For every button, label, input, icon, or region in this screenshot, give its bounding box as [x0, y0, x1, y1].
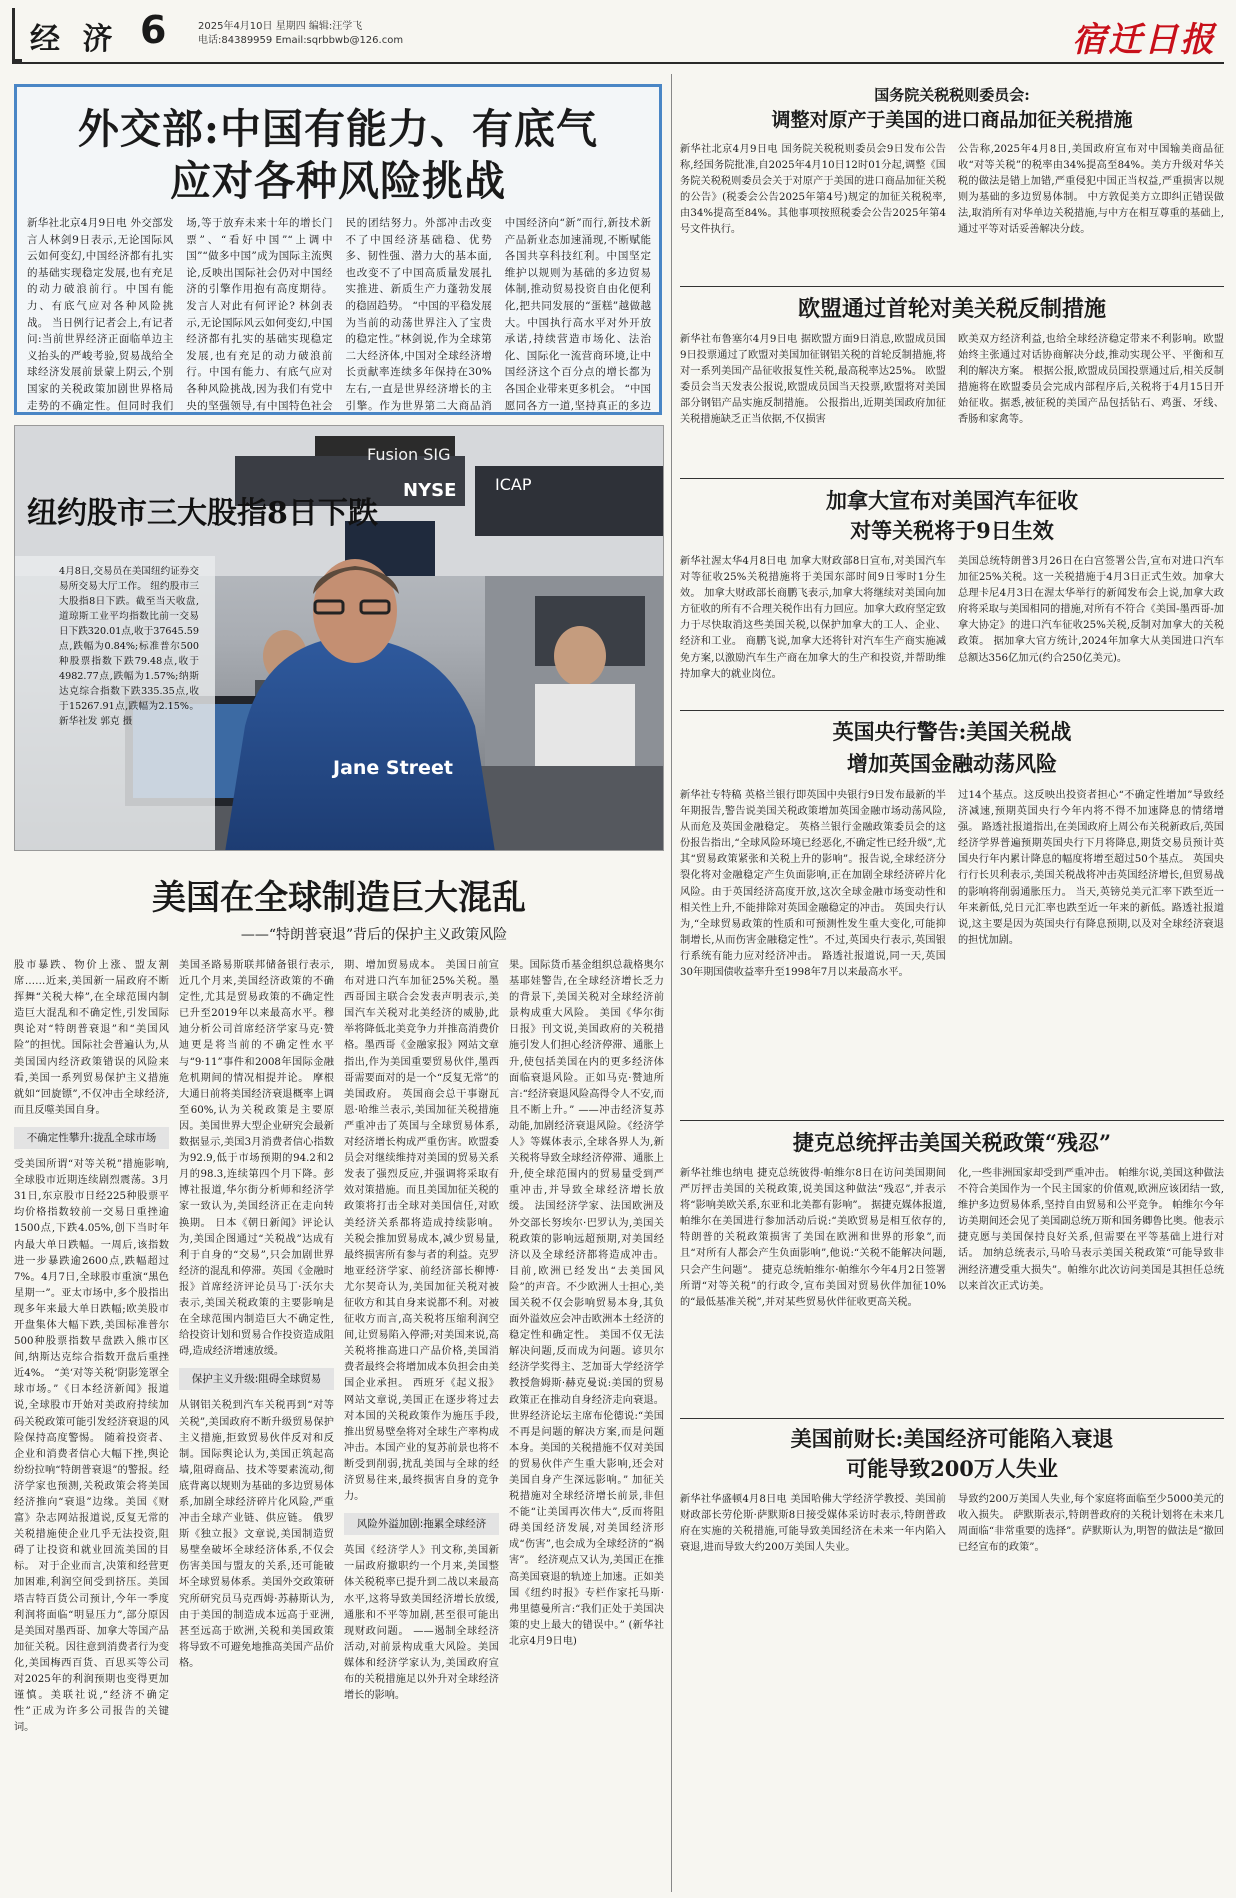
story4-headline-line1: 英国央行警告:美国关税战	[832, 719, 1072, 744]
newspaper-logo: 宿迁日报	[1072, 20, 1216, 60]
feature-subhead-1: 不确定性攀升:拢乱全球市场	[14, 1127, 169, 1149]
story6-headline-line1: 美国前财长:美国经济可能陷入衰退	[790, 1426, 1114, 1451]
story6-col-2: 导致约200万美国人失业,每个家庭将面临至少5000美元的收入损失。 萨默斯表示,特朗普政府的关税计划将在未来几周面临“非常重要的选择”。萨默斯认为,明智的做法是“撤回已经宣布的政策”。	[958, 1494, 1224, 1554]
story5-body	[680, 1166, 1224, 1416]
masthead-meta	[198, 20, 403, 48]
feature-col1-body: 受美国所谓“对等关税”措施影响,全球股市近期连续剧烈震荡。3月31日,东京股市日经225种股票平均价格指数较前一交易日重挫逾1500点,下跌4.05%,创下当时年内最大单日跌幅。一周后,该指数进一步暴跌逾2600点,跌幅超过7%。4月7日,全球股市重演“黑色星期一”。亚太市场中,多个股指出现多年来最大单日跌幅;欧美股市开盘集体大幅下跌,美国标准普尔500种股票指数早盘跌入熊市区间,纳斯达克综合指数开盘后重挫近4%。 “美‘对等关税’阴影笼罩全球市场。”《日本经济新闻》报道说,全球股市开始对美政府持续加码关税政策可能引发经济衰退的风险保持高度警惕。 随着投资者、企业和消费者信心大幅下挫,舆论纷纷拉响“特朗普衰退”的警报。经济学家也预测,关税政策会将美国经济推向“衰退”边缘。美国《财富》杂志网站报道说,反复无常的关税措施使企业几乎无法投资,阻碍了让投资和就业回流美国的目标。 对于企业而言,决策和经营更加困难,利润空间受到挤压。美国塔吉特百货公司预计,今年一季度利润将面临“明显压力”,部分原因是美国对墨西哥、加拿大等国产品加征关税。因往意到消费者行为变化,美国梅西百货、百思买等公司对2025年的利润预期也变得更加谨慎。美联社说,“经济不确定性”正成为许多公司报告的关键词。	[14, 1159, 169, 1734]
story3-headline-line2: 对等关税将于9日生效	[850, 518, 1054, 543]
feature-col2-body: 美国圣路易斯联邦储备银行表示,近几个月来,美国经济政策的不确定性,尤其是贸易政策的不确定性已升至2019年以来最高水平。穆迪分析公司首席经济学家马克·赞迪更是将当前的不确定性水平与“9·11”事件和2008年国际金融危机期间的情况相提并论。 摩根大通日前将美国经济衰退概率上调至60%,认为关税政策是主要原因。美国世界大型企业研究会最新数据显示,美国3月消费者信心指数为92.9,低于市场预期的94.2和2月的98.3,连续第四个月下降。彭博社报道,华尔街分析师和经济学家一致认为,美国经济正在走向转换期。 日本《朝日新闻》评论认为,美国企图通过“关税战”达成有利于自身的“交易”,只会加剧世界经济的混乱和停滞。英国《金融时报》首席经济评论员马丁·沃尔夫表示,美国关税政策的主要影响是在全球范围内制造巨大不确定性,给投资计划和贸易合作投资造成阻碍,造成经济增速放缓。	[179, 960, 334, 1358]
sign-icap: ICAP	[495, 475, 532, 494]
story-eu-countermeasures	[680, 292, 1224, 467]
story-divider	[680, 286, 1224, 287]
story5-col-1: 新华社维也纳电 捷克总统彼得·帕维尔8日在访问美国期间严厉抨击美国的关税政策,说美国这种做法“残忍”,并表示将“影响美欧关系,东亚和北美都有影响”。 据捷克媒体报道,帕维尔在美国进行参加活动后说:“美欧贸易是相互依存的,特朗普的关税政策损害了美国在欧洲和世界的形象”,而且“对所有人都会产生负面影响”,他说:“关税不能解决问题,只会产生问题”。 捷克总统帕维尔·帕维尔今年4月2日签署所谓“对等关税”的行政令,宣布美国对贸易伙伴加征10%的“最低基准关税”,并对某些贸易伙伴征收更高关税。	[680, 1168, 946, 1308]
lead-headline-line1: 外交部:中国有能力、有底气	[77, 105, 599, 153]
sign-nyse: NYSE	[403, 480, 457, 501]
story3-col-2: 美国总统特朗普3月26日在白宫签署公告,宣布对进口汽车加征25%关税。这一关税措施于4月3日正式生效。加拿大总理卡尼4月3日在渥太华举行的新闻发布会上说,加拿大政府将采取与美国相同的措施,对所有不符合《美国-墨西哥-加拿大协定》的进口汽车征收25%关税,反制对加拿大的关税政策。 据加拿大官方统计,2024年加拿大从美国进口汽车总额达356亿加元(约合250亿美元)。	[958, 556, 1224, 664]
story6-headline-line2: 可能导致200万人失业	[846, 1456, 1058, 1481]
sign-fusion: Fusion SIG	[367, 445, 451, 464]
feature-col-4: 果。国际货币基金组织总裁格奥尔基耶娃警告,在全球经济增长乏力的背景下,美国关税对全球经济前景构成重大风险。 美国《华尔街日报》刊文说,美国政府的关税措施引发人们担心经济停滞、通胀上升,使包括美国在内的更多经济体面临衰退风险。正如马克·赞迪所言:“经济衰退风险高得令人不安,而且不断上升。” ——冲击经济复苏动能,加剧经济衰退风险。《经济学人》等媒体表示,全球各界人为,新关税将导致全球经济停滞、通胀上升,使全球范围内的贸易量受到严重冲击,并导致全球经济增长放缓。 法国经济学家、法国欧洲及外交部长努埃尔·巴罗认为,美国关税政策的影响远超预期,对美国经济以及全球经济都将造成冲击。 目前,欧洲已经发出“去美国风险”的声音。不少欧洲人士担心,美国关税不仅会影响贸易本身,其负面外溢效应会冲击欧洲本土经济的稳定性和确定性。 美国不仅无法解决问题,反而成为问题。谚贝尔经济学奖得主、芝加哥大学经济学教授詹姆斯·赫克曼说:美国的贸易政策正在推动自身经济走向衰退。世界经济论坛主席布伦德说:“美国不再是问题的解决方案,而是问题本身。美国的关税措施不仅对美国的贸易伙伴产生重大影响,还会对美国自身产生深远影响。” 加征关税措施对全球经济增长前景,非但不能“让美国再次伟大”,反而将阻碍美国经济发展,对美国经济形成“伤害”,也会成为全球经济的“祸害”。 经济观点又认为,美国正在推高美国衰退的轨迹上加速。正如美国《纽约时报》专栏作家托马斯·弗里德曼所言:“我们正处于美国决策的史上最大的错误中。” (新华社北京4月9日电)	[509, 960, 664, 1647]
story2-col-2: 欧美双方经济利益,也给全球经济稳定带来不利影响。欧盟始终主张通过对话协商解决分歧,推动实现公平、平衡和互利的解决方案。 根据公报,欧盟成员国投票通过后,相关反制措施将在欧盟委员会完成内部程序后,关税将于4月15日开始征收。据悉,被征税的美国产品包括钻石、鸡蛋、牙线、香肠和家禽等。	[958, 334, 1224, 426]
story-czech-president	[680, 1126, 1224, 1416]
story1-col-1: 新华社北京4月9日电 国务院关税税则委员会9日发布公告称,经国务院批准,自2025年4月10日12时01分起,调整《国务院关税税则委员会关于对原产于美国的进口商品加征关税的公告》(税委会公告2025年第4号)规定的加征关税税率,由34%提高至84%。其他事项按照税委会公告2025年第4号文件执行。	[680, 144, 946, 236]
story-divider	[680, 710, 1224, 711]
story-divider	[680, 1120, 1224, 1121]
story4-col-2: 过14个基点。这反映出投资者担心“不确定性增加”导致经济减速,预期英国央行今年内将不得不加速降息的情绪增强。 路透社报道指出,在美国政府上周公布关税新政后,英国经济学界普遍预期英国央行下月将降息,期货交易员预计英国央行年内累计降息的幅度将增至超过50个基点。 英国央行行长贝利表示,美国关税战将冲击英国经济增长,但贸易战的影响将削弱通胀压力。 当天,英镑兑美元汇率下跌至近一年来新低,兑日元汇率也跌至近一年来的新低。路透社报道说,这主要是因为英国央行有降息预期,以及对全球经济衰退的担忧加剧。	[958, 790, 1224, 946]
story3-body	[680, 554, 1224, 694]
masthead	[12, 8, 1224, 64]
story2-headline: 欧盟通过首轮对美关税反制措施	[797, 296, 1106, 322]
story5-col-2: 化,一些非洲国家却受到严重冲击。 帕维尔说,美国这种做法不符合美国作为一个民主国家的价值观,欧洲应该团结一致,维护多边贸易体系,坚持自由贸易和公平竞争。 帕维尔今年访美期间还会见了美国副总统万斯和国务卿鲁比奥。他表示捷克愿与美国保持良好关系,但需要在平等基础上进行对话。 加纳总统表示,马哈马表示美国关税政策“可能导致非洲经济遭受重大损失”。帕维尔此次访问美国是其担任总统以来首次正式访美。	[958, 1168, 1224, 1292]
story4-headline-line2: 增加英国金融动荡风险	[847, 751, 1057, 776]
lead-col-4: 中国经济向“新”而行,新技术新产品新业态加速涌现,不断赋能各国共享科技红利。中国坚定维护以规则为基础的多边贸易体制,推动贸易投资自由化便利化,把共同发展的“蛋糕”越做越大。中国执行高水平对外开放承诺,持续营造市场化、法治化、国际化一流营商环境,让中国经济这个百分点的增长都为各国企业带来更多机会。 “中国愿同各方一道,坚持真正的多边	[504, 217, 651, 411]
story4-col-1: 新华社专特稿 英格兰银行即英国中央银行9日发布最新的半年期报告,警告说美国关税政策增加英国金融市场动荡风险,从而危及英国金融稳定。 英格兰银行金融政策委员会的这份报告指出,“全球风险环境已经恶化,不确定性已经升级”,尤其“贸易政策紧张和关税上升的影响”。报告说,全球经济分裂化将对金融稳定产生负面影响,正在加剧全球经济碎片化风险。由于英国经济高度开放,这次全球金融市场变动性和相关性上升,不能排除对英国金融稳定的冲击。 英国央行认为,“全球贸易政策的性质和可预测性发生重大变化,可能抑制增长,从而伤害金融稳定性”。不过,英国央行表示,英国银行系统有能力应对经济冲击。 路透社报道说,同一天,英国30年期国债收益率升至1998年7月以来最高水平。	[680, 790, 946, 979]
feature-col3-body: 期、增加贸易成本。 美国日前宣布对进口汽车加征25%关税。墨西哥国主联合会发表声明表示,美国汽车关税对北美经济的威胁,此举将降低北美竞争力并推高消费价格。墨西哥《金融家报》网站文章指出,作为美国重要贸易伙伴,墨西哥需要面对的是一个“反复无常”的美国政府。 英国商会总干事谢瓦恩·哈维兰表示,美国加征关税措施严重冲击了英国与全球贸易体系,对经济增长构成严重伤害。欧盟委员会对继续维持对美国的贸易关系发表了强烈反应,并强调将采取有效对策措施。而且美国加征关税的政策将打击全球对美国信任,对欧美经济关系都将造成持续影响。 关税会推加贸易成本,减少贸易量,最终损害所有参与者的利益。克罗地亚经济学家、前经济部长柳博·尤尔契奇认为,美国加征关税对被征收方和其自身来说都不利。对被征收方而言,高关税将压缩利润空间,让贸易陷入停滞;对美国来说,高关税将推高进口产品价格,美国消费者最终会将增加成本负担会由美国企业承担。 西班牙《起义报》网站文章说,美国正在逐步将过去对本国的关税政策作为施压手段,推出贸易壁垒将对全球生产率构成冲击。本国产业的复苏前景也将不断受到削弱,扰乱美国与全球的经济贸易往来,最终损害自身的竞争力。	[344, 960, 499, 1503]
lead-col-3: 民的团结努力。外部冲击改变不了中国经济基础稳、优势多、韧性强、潜力大的基本面,也改变不了中国高质量发展扎实推进、新质生产力蓬勃发展的稳固趋势。 “中国的平稳发展为当前的动荡世界注入了宝贵的稳定性。”林剑说,作为全球第二大经济体,中国对全球经济增长贡献率连续多年保持在30%左右,一直是世界经济增长的主引擎。作为世界第二大商品消	[345, 217, 492, 411]
column-rule	[671, 74, 672, 1892]
feature-col2-body-b: 从钢铝关税到汽车关税再到“对等关税”,美国政府不断升级贸易保护主义措施,拒致贸易伙伴反对和反制。国际舆论认为,美国正筑起高墙,阻碍商品、技术等要素流动,彻底背离以规则为基础的多边贸易体系,加剧全球经济碎片化风险,严重冲击全球产业链、供应链。 俄罗斯《独立报》文章说,美国制造贸易壁垒破坏全球经济体系,不仅会伤害美国与盟友的关系,还可能破坏全球贸易体系。美国外交政策研究所研究员马克西姆·苏赫斯认为,由于美国的制造成本远高于亚洲,甚至远高于欧洲,关税和美国政策将导致不可避免地推高美国产品价格。	[179, 1400, 334, 1669]
story1-col-2: 公告称,2025年4月8日,美国政府宣布对中国输美商品征收“对等关税”的税率由34%提高至84%。美方升级对华关税的做法是错上加错,严重侵犯中国正当权益,严重损害以规则为基础的多边贸易体制。 中方敦促美方立即纠正错误做法,取消所有对华单边关税措施,与中方在相互尊重的基础上,通过平等对话妥善解决分歧。	[958, 144, 1224, 236]
story1-headline-line2: 调整对原产于美国的进口商品加征关税措施	[771, 109, 1133, 131]
story2-col-1: 新华社布鲁塞尔4月9日电 据欧盟方面9日消息,欧盟成员国9日投票通过了欧盟对美国加征钢铝关税的首轮反制措施,将对一系列美国产品征收报复性关税,最高税率达25%。 欧盟委员会当天发表公报说,欧盟成员国当天投票,欧盟将对美国部分钢铝产品实施反制措施。 公报指出,近期美国政府加征关税措施缺乏正当依据,不仅损害	[680, 334, 946, 426]
story-divider	[680, 478, 1224, 479]
lead-col-1: 新华社北京4月9日电 外交部发言人林剑9日表示,无论国际风云如何变幻,中国经济都有扎实的基础实现稳定发展,也有充足的动力破浪前行。中国有能力、有底气应对各种风险挑战。 当日例行记者会上,有记者问:当前世界经济正面临单边主义抬头的严峻考验,贸易战给全球经济发展前景蒙上阴云,个别国家的关税政策加剧世界格局走势的不确定性。但同时我们	[27, 217, 174, 411]
story6-col-1: 新华社华盛顿4月8日电 美国哈佛大学经济学教授、美国前财政部长劳伦斯·萨默斯8日接受媒体采访时表示,特朗普政府在实施的关税措施,可能导致美国经济在未来一年内陷入衰退,进而导致大约200万美国人失业。	[680, 1494, 946, 1554]
feature-subhead-2: 保护主义升级:阻碍全球贸易	[179, 1368, 334, 1390]
story5-headline: 捷克总统抨击美国关税政策“残忍”	[792, 1130, 1112, 1155]
story-tariff-commission	[680, 84, 1224, 284]
photo-caption: 4月8日,交易员在美国纽约证券交易所交易大厅工作。 纽约股市三大股指8日下跌。截至当天收盘,道琼斯工业平均指数比前一交易日下跌320.01点,收于37645.59点,跌幅为0.84%;标准普尔500种股票指数下跌79.48点,收于4982.77点,跌幅为1.57%;纳斯达克综合指数下跌335.35点,收于15267.91点,跌幅为2.15%。 新华社发 郭克 摄	[59, 566, 199, 727]
story4-body	[680, 788, 1224, 1128]
story3-headline-line1: 加拿大宣布对美国汽车征收	[826, 488, 1078, 513]
page-number: 6	[140, 8, 167, 52]
story-canada-tariffs	[680, 486, 1224, 686]
masthead-date-editor: 2025年4月10日 星期四 编辑:汪学飞	[198, 21, 363, 32]
lead-body	[27, 215, 651, 411]
photo-headline: 纽约股市三大股指8日下跌	[27, 496, 378, 531]
masthead-contact: 电话:84389959 Email:sqrbbwb@126.com	[198, 35, 404, 46]
feature-subheadline: ——“特朗普衰退”背后的保护主义政策风险	[240, 927, 508, 943]
story3-col-1: 新华社渥太华4月8日电 加拿大财政部8日宣布,对美国汽车对等征收25%关税措施将于美国东部时间9日零时1分生效。 加拿大财政部长商鹏飞表示,加拿大将继续对美国向加方征收的所有不合理关税作出有力回应。加拿大政府坚定致力于尽快取消这些美国关税,以保护加拿大的工人、企业、经济和工业。 商鹏飞说,加拿大还将针对汽车生产商实施减免方案,以激励汽车生产商在加拿大的生产和投资,并帮助维持加拿大的就业岗位。	[680, 556, 946, 680]
feature-headline: 美国在全球制造巨大混乱	[152, 878, 526, 918]
story1-headline-line1: 国务院关税税则委员会:	[874, 86, 1030, 104]
lead-headline-line2: 应对各种风险挑战	[170, 157, 506, 205]
feature-body	[14, 958, 664, 1893]
feature-subhead-3: 风险外溢加剧:拖累全球经济	[344, 1513, 499, 1535]
story1-body	[680, 142, 1224, 272]
story6-body	[680, 1492, 1224, 1892]
feature-col1-intro: 股市暴跌、物价上涨、盟友割席……近来,美国新一届政府不断挥舞“关税大棒”,在全球范围内制造巨大混乱和不确定性,引发国际舆论对“特朗普衰退”和“美国风险”的担忧。国际社会普遍认为,从美国国内经济政策错误的风险来看,美国一系列贸易保护主义措施就如“回旋镖”,不仅冲击全球经济,而且反噬美国自身。	[14, 960, 169, 1116]
story-divider	[680, 1418, 1224, 1419]
sign-jane-street: Jane Street	[333, 757, 453, 779]
feature-col-3	[344, 958, 499, 1893]
story-boe-warning	[680, 716, 1224, 1116]
nyse-photo	[14, 425, 664, 851]
masthead-bracket	[12, 8, 22, 62]
story2-body	[680, 332, 1224, 462]
feature-col-2	[179, 958, 334, 1893]
lead-story	[14, 84, 662, 415]
story-summers-warning	[680, 1424, 1224, 1894]
lead-col-2: 场,等于放弃未来十年的增长门票”、“看好中国”“上调中国”“做多中国”成为国际主流舆论,反映出国际社会仍对中国经济的引擎作用抱有高度期待。发言人对此有何评论? 林剑表示,无论国际风云如何变幻,中国经济都有扎实的基础实现稳定发展,也有充足的动力破浪前行。中国有能力、有底气应对各种风险挑战,因为我们有党中央的坚强领导,有中国特色社会	[186, 217, 333, 411]
feature-col-1	[14, 958, 169, 1893]
section-name: 经 济	[30, 22, 119, 57]
feature-col3-body-b: 英国《经济学人》刊文称,美国新一届政府撤职约一个月来,美国整体关税税率已提升到二战以来最高水平,这将导致美国经济增长放缓,通胀和不平等加剧,甚至很可能出现财政问题。 ——遏制全球经济活动,对前景构成重大风险。美国媒体和经济学家认为,美国政府宣布的关税措施足以外升对全球经济增长的影响。	[344, 1545, 499, 1702]
lead-headline	[17, 103, 659, 207]
